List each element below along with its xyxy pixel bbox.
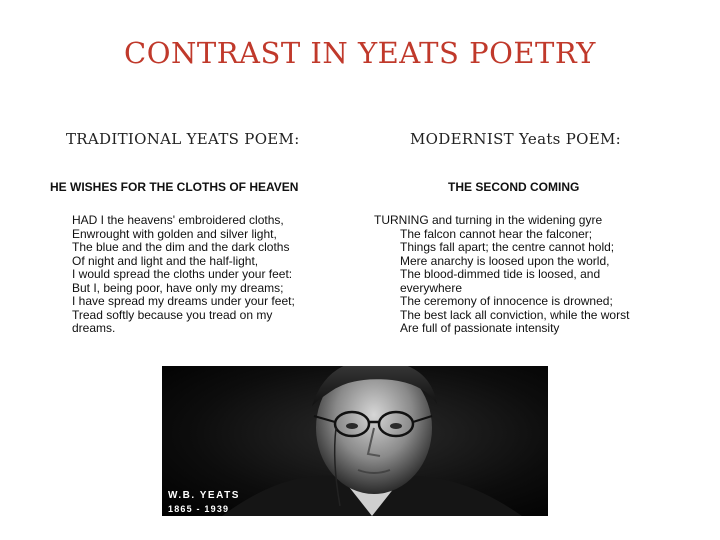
poem-line: The falcon cannot hear the falconer;: [400, 226, 593, 241]
poem-line: Things fall apart; the centre cannot hold;: [400, 240, 615, 254]
poem-line: Tread softly because you tread on my: [72, 307, 273, 322]
traditional-heading: TRADITIONAL YEATS POEM:: [66, 130, 300, 148]
poem-line: Are full of passionate intensity: [400, 321, 560, 335]
poem-line: dreams.: [72, 321, 116, 335]
poem-line: Of night and light and the half-light,: [72, 253, 259, 268]
modernist-heading: MODERNIST Yeats POEM:: [410, 130, 621, 148]
modernist-poem-text: [374, 214, 694, 336]
modernist-poem-title: THE SECOND COMING: [448, 180, 580, 194]
poem-line: TURNING and turning in the widening gyre: [374, 213, 603, 227]
poem-line: The ceremony of innocence is drowned;: [400, 294, 613, 308]
poem-line: I would spread the cloths under your feet:: [72, 267, 293, 281]
poem-line: HAD I the heavens' embroidered cloths,: [72, 213, 284, 227]
portrait-caption-years: 1865 - 1939: [168, 504, 230, 514]
poem-line: But I, being poor, have only my dreams;: [72, 280, 284, 295]
poem-line: The best lack all conviction, while the worst: [400, 307, 630, 322]
poem-line: Enwrought with golden and silver light,: [72, 226, 277, 241]
poem-line: The blue and the dim and the dark cloths: [72, 240, 290, 254]
traditional-poem-text: [72, 214, 362, 336]
portrait-caption-name: W.B. YEATS: [168, 490, 240, 501]
poem-line: The blood-dimmed tide is loosed, and: [400, 267, 601, 281]
poem-line: Mere anarchy is loosed upon the world,: [400, 253, 610, 268]
slide-title: CONTRAST IN YEATS POETRY: [124, 36, 596, 70]
traditional-poem-title: HE WISHES FOR THE CLOTHS OF HEAVEN: [50, 180, 299, 194]
poem-line: I have spread my dreams under your feet;: [72, 294, 295, 308]
poem-line: everywhere: [400, 280, 463, 295]
